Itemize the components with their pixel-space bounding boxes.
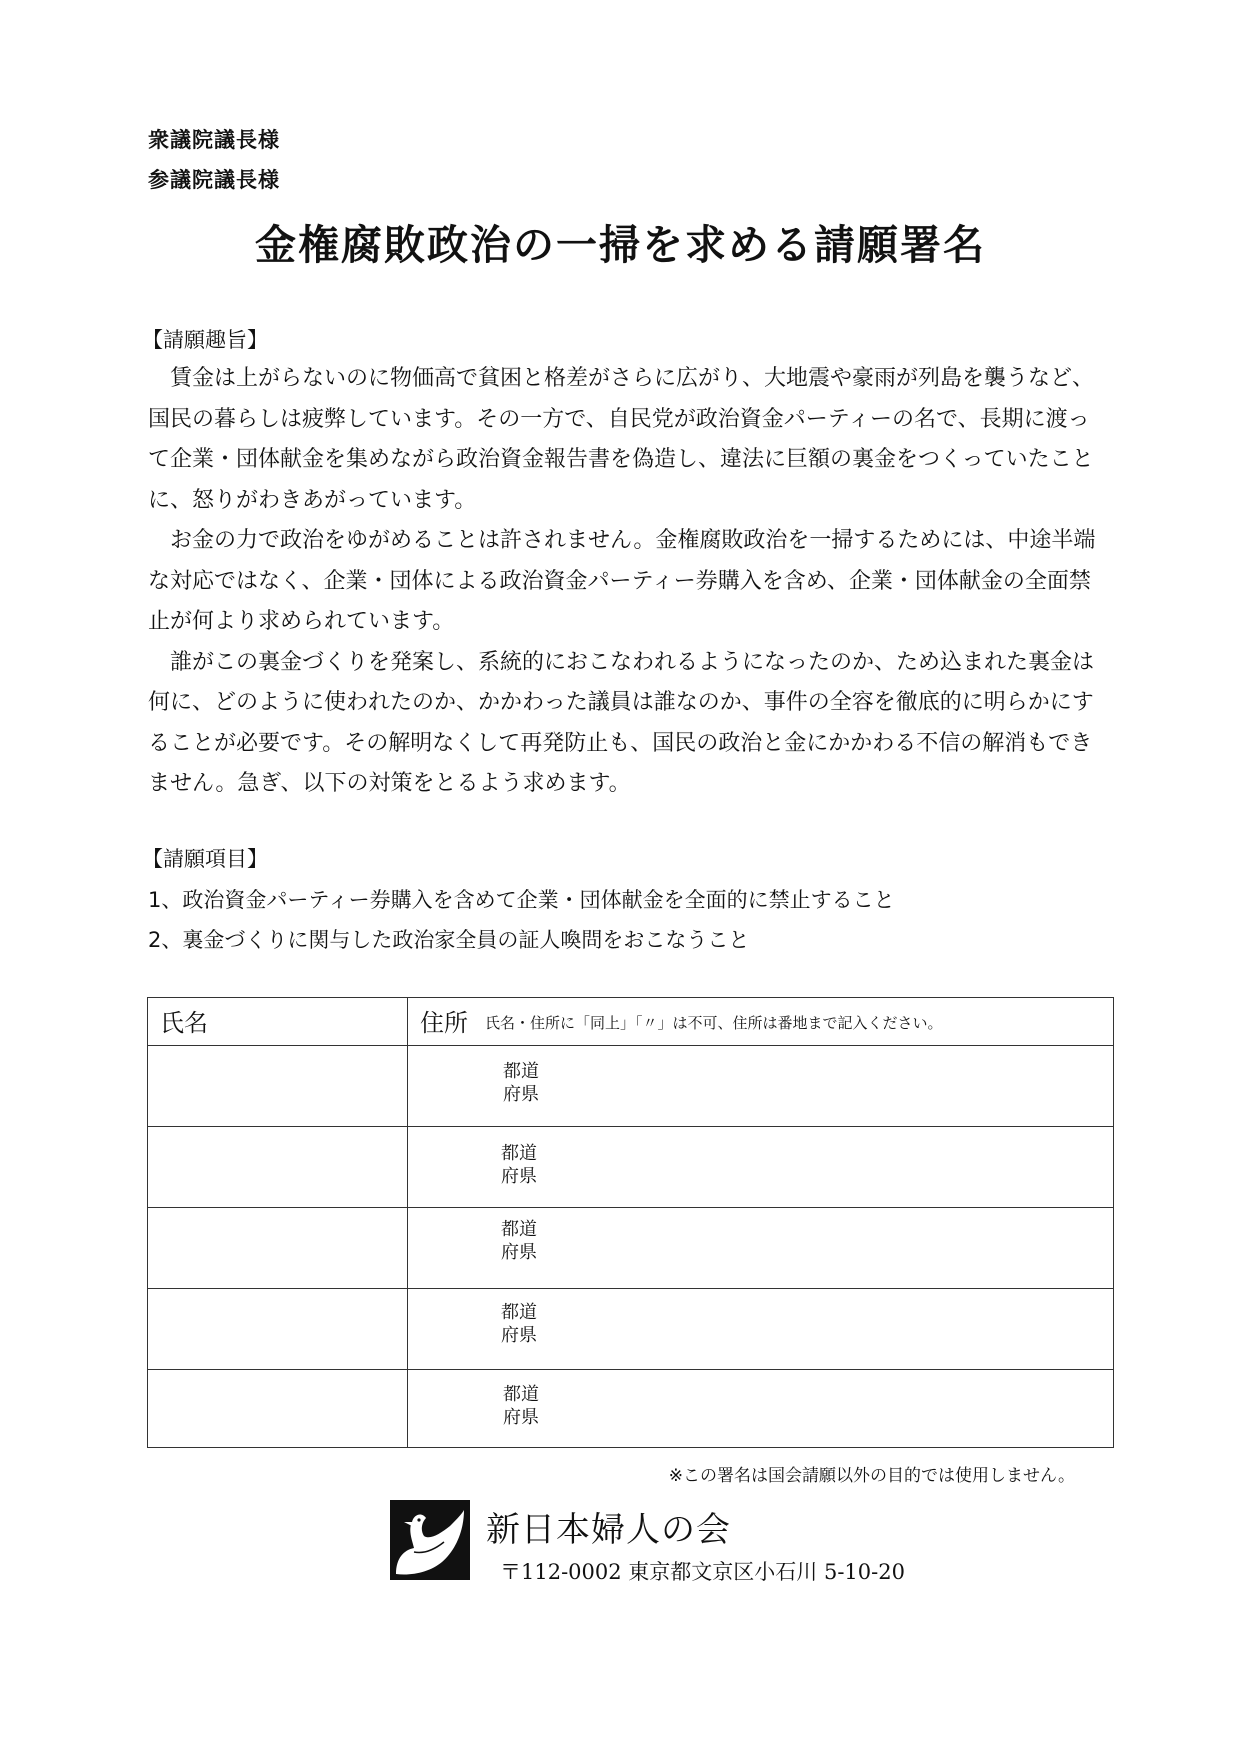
address-instruction-note: 氏名・住所に「同上」「〃」は不可、住所は番地まで記入ください。	[485, 1014, 943, 1032]
name-field[interactable]	[148, 1046, 407, 1126]
privacy-note: ※この署名は国会請願以外の目的では使用しません。	[668, 1466, 1075, 1486]
addressee-house-of-councillors: 参議院議長様	[148, 168, 280, 192]
dove-logo-icon	[390, 1500, 470, 1580]
name-field[interactable]	[148, 1208, 407, 1288]
address-value	[729, 1127, 1241, 1207]
address-field[interactable]	[409, 1289, 1113, 1369]
purpose-paragraph-3: 誰がこの裏金づくりを発案し、系統的におこなわれるようになったのか、ため込まれた裏金は何に、どのように使われたのか、かかわった議員は誰なのか、事件の全容を徹底的に明らかにすることが必要です。その解明なくして再発防止も、国民の政治と金にかかわる不信の解消もできません。急ぎ、以下の対策をとるよう求めます。	[148, 649, 1095, 796]
prefecture-label: 都道 府県	[501, 1219, 537, 1263]
items-heading: 【請願項目】	[142, 847, 268, 871]
name-field[interactable]	[148, 1127, 407, 1207]
petition-item-1: 1、政治資金パーティー券購入を含めて企業・団体献金を全面的に禁止すること	[148, 888, 895, 912]
prefecture-label: 都道 府県	[501, 1143, 537, 1187]
table-row	[148, 1288, 1113, 1369]
address-value	[729, 1370, 1241, 1449]
name-column-header: 氏名	[160, 1009, 208, 1037]
address-field[interactable]	[409, 1208, 1113, 1288]
address-field[interactable]	[409, 1127, 1113, 1207]
petition-title: 金権腐敗政治の一掃を求める請願署名	[255, 221, 986, 269]
purpose-paragraph-1: 賃金は上がらないのに物価高で貧困と格差がさらに広がり、大地震や豪雨が列島を襲うなど、国民の暮らしは疲弊しています。その一方で、自民党が政治資金パーティーの名で、長期に渡って企業・団体献金を集めながら政治資金報告書を偽造し、違法に巨額の裏金をつくっていたことに、怒りがわきあがっています。	[148, 366, 1095, 513]
name-field[interactable]	[148, 1289, 407, 1369]
table-row	[148, 1207, 1113, 1288]
organization-name: 新日本婦人の会	[486, 1510, 731, 1550]
table-row	[148, 1126, 1113, 1207]
address-value	[729, 1289, 1241, 1369]
table-row	[148, 1045, 1113, 1126]
table-header-row	[148, 998, 1113, 1045]
purpose-body	[148, 359, 1108, 805]
address-value	[729, 1046, 1241, 1126]
petition-items-list	[148, 880, 895, 960]
address-column-header: 住所	[420, 1009, 468, 1037]
organization-address: 〒112-0002 東京都文京区小石川 5-10-20	[500, 1560, 905, 1584]
prefecture-label: 都道 府県	[503, 1384, 539, 1428]
prefecture-label: 都道 府県	[503, 1061, 539, 1105]
name-field[interactable]	[148, 1370, 407, 1449]
prefecture-label: 都道 府県	[501, 1302, 537, 1346]
purpose-paragraph-2: お金の力で政治をゆがめることは許されません。金権腐敗政治を一掃するためには、中途半端な対応ではなく、企業・団体による政治資金パーティー券購入を含め、企業・団体献金の全面禁止が何より求められています。	[148, 528, 1096, 634]
petition-item-2: 2、裏金づくりに関与した政治家全員の証人喚問をおこなうこと	[148, 928, 750, 952]
purpose-heading: 【請願趣旨】	[142, 328, 268, 352]
addressee-house-of-representatives: 衆議院議長様	[148, 128, 280, 152]
signature-table	[147, 997, 1114, 1448]
table-row	[148, 1369, 1113, 1449]
address-field[interactable]	[409, 1046, 1113, 1126]
address-value	[729, 1208, 1241, 1288]
address-field[interactable]	[409, 1370, 1113, 1449]
